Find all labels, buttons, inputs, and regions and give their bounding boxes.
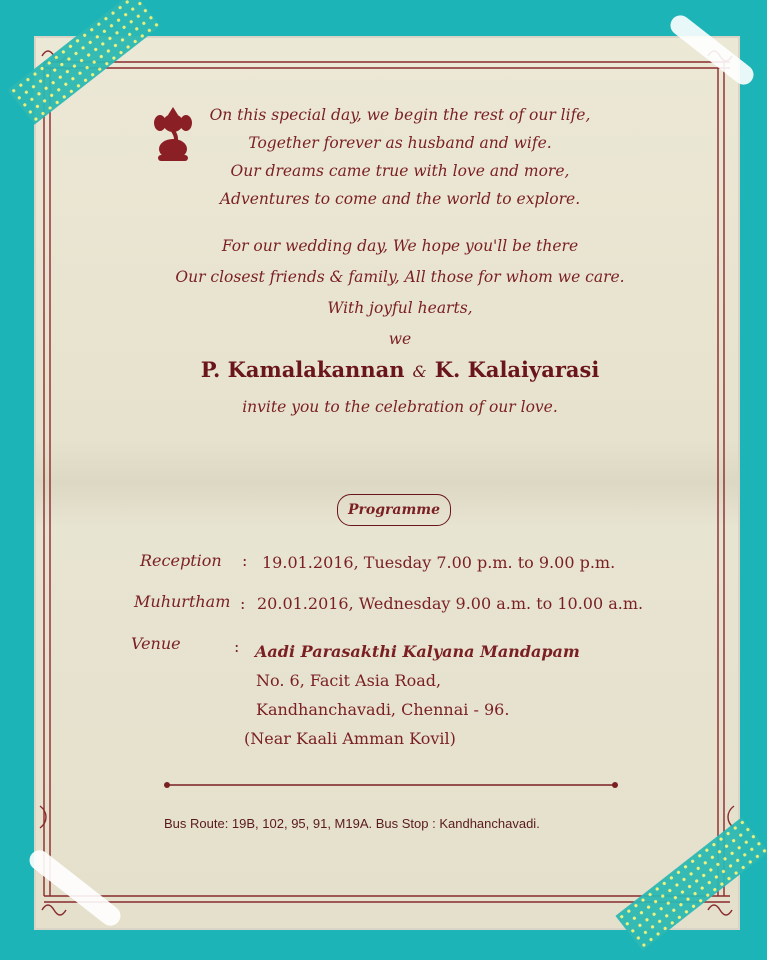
venue-line: Aadi Parasakthi Kalyana Mandapam <box>255 642 580 661</box>
venue-line: Kandhanchavadi, Chennai - 96. <box>256 700 510 719</box>
groom-name: P. Kamalakannan <box>200 357 405 382</box>
poem-block <box>130 101 670 213</box>
wish-line: we <box>388 330 412 348</box>
venue-sep: : <box>234 637 240 656</box>
poem-line: On this special day, we begin the rest of our life, <box>209 106 591 124</box>
reception-value: 19.01.2016, Tuesday 7.00 p.m. to 9.00 p.m. <box>262 553 616 572</box>
muhurtham-value: 20.01.2016, Wednesday 9.00 a.m. to 10.00 a.m. <box>257 594 644 613</box>
venue-line: No. 6, Facit Asia Road, <box>256 671 442 690</box>
ampersand: & <box>412 362 427 381</box>
couple-names <box>100 357 700 382</box>
bus-info: Bus Route: 19B, 102, 95, 91, M19A. Bus Stop : Kandhanchavadi. <box>164 816 540 831</box>
wish-line: With joyful hearts, <box>327 299 473 317</box>
venue-line: (Near Kaali Amman Kovil) <box>244 729 456 748</box>
poem-line: Adventures to come and the world to explore. <box>219 190 581 208</box>
reception-sep: : <box>242 551 248 570</box>
wish-line: Our closest friends & family, All those for whom we care. <box>175 268 625 286</box>
venue-row <box>131 634 181 653</box>
programme-badge: Programme <box>337 494 451 526</box>
reception-label: Reception <box>140 551 222 570</box>
muhurtham-sep: : <box>240 594 246 613</box>
wish-block <box>130 231 670 355</box>
muhurtham-label: Muhurtham <box>134 592 231 611</box>
divider-line <box>163 780 619 790</box>
reception-row <box>140 551 222 570</box>
bride-name: K. Kalaiyarasi <box>434 357 600 382</box>
invite-text: invite you to the celebration of our love. <box>242 398 558 416</box>
poem-line: Our dreams came true with love and more, <box>230 162 570 180</box>
wish-line: For our wedding day, We hope you'll be there <box>221 237 579 255</box>
venue-label: Venue <box>131 634 181 653</box>
muhurtham-row <box>134 592 230 611</box>
poem-line: Together forever as husband and wife. <box>248 134 552 152</box>
venue-address <box>244 637 580 753</box>
